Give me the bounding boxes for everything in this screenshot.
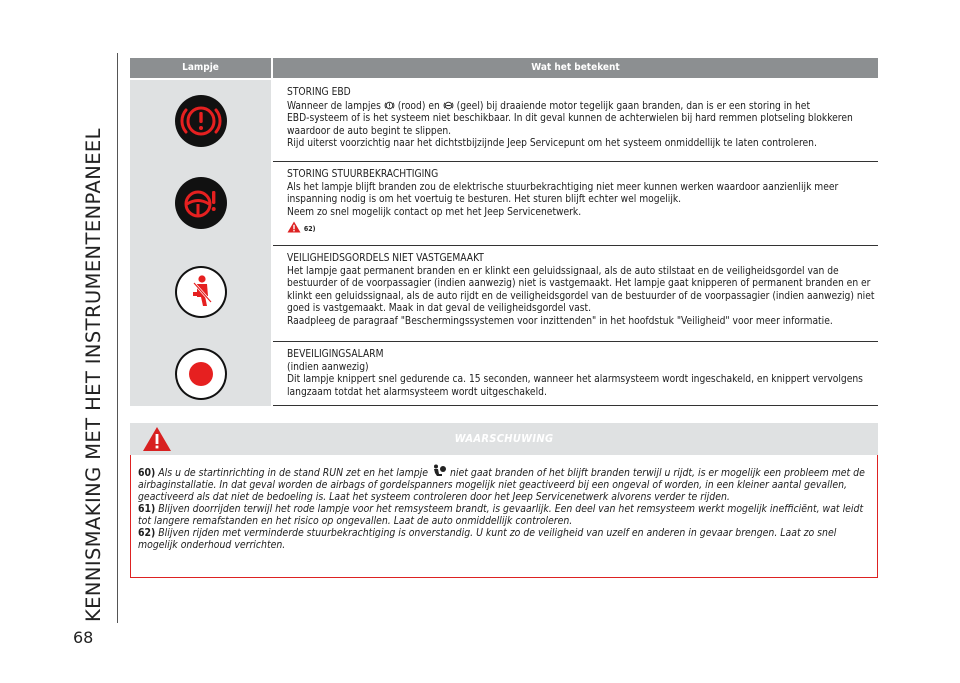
icon-cell: [130, 162, 271, 246]
text-cell: [273, 246, 878, 342]
row-title: VEILIGHEIDSGORDELS NIET VASTGEMAAKT: [287, 253, 484, 264]
table-row-ebd: [130, 80, 878, 162]
icon-cell: [130, 80, 271, 162]
row-title: BEVEILIGINGSALARM: [287, 349, 384, 360]
row-text: Dit lampje knippert snel gedurende ca. 15 seconden, wanneer het alarmsysteem wordt ingeschakeld, en knippert vervolgens langzaam totdat het alarmsysteem wordt uitgeschakeld.: [287, 374, 863, 398]
warning-text: Als u de startinrichting in de stand RUN zet en het lampje: [158, 467, 429, 479]
chapter-title: KENNISMAKING MET HET INSTRUMENTENPANEEL: [82, 128, 105, 622]
row-text: Neem zo snel mogelijk contact op met het Jeep Servicenetwerk.: [287, 206, 582, 218]
icon-cell: [130, 246, 271, 342]
seatbelt-icon: [175, 266, 227, 318]
row-text: (geel) bij draaiende motor tegelijk gaan branden, dan is er een storing in het: [456, 100, 811, 112]
row-title: STORING STUURBEKRACHTIGING: [287, 169, 439, 180]
row-text: Raadpleeg de paragraaf "Beschermingssystemen voor inzittenden" in het hoofdstuk "Veiligheid" voor meer informatie.: [287, 315, 833, 327]
warning-box: [130, 455, 878, 578]
airbag-icon: [431, 464, 447, 478]
row-text: Als het lampje blijft branden zou de elektrische stuurbekrachtiging niet meer kunnen werken waardoor aanzienlijk meer inspanning nodig is om het voertuig te besturen. Het sturen blijft echter wel mogelijk.: [287, 181, 839, 206]
alarm-led-icon: [175, 348, 227, 400]
row-divider: [273, 405, 878, 406]
table-row-seatbelt: [130, 246, 878, 342]
text-cell: [273, 80, 878, 162]
brake-warning-icon: [384, 100, 395, 111]
warning-text: niet gaat branden of het blijft branden terwijl u rijdt, is er mogelijk een probleem met de airbaginstallatie. In dat geval worden de airbags of gordelspanners mogelijk niet geactiveerd bij een ongeval of worden, in een kleiner aantal gevallen, geactiveerd als dat niet de bedoeling is. Laat het systeem controleren door het Jeep Servicenetwerk alvorens verder te rijden.: [138, 467, 865, 503]
row-text: EBD-systeem of is het systeem niet beschikbaar. In dit geval kunnen de achterwielen bij hard remmen plotseling blokkeren waardoor de auto begint te slippen.: [287, 113, 853, 137]
row-text: Het lampje gaat permanent branden en er klinkt een geluidssignaal, als de auto stilstaat en de veiligheidsgordel van de bestuurder of de voorpassagier (indien aanwezig) niet is vastgemaakt. Het lampje gaat knipperen of permanent branden en er klinkt een geluidssignaal, als de auto rijdt en de veiligheidsgordel van de bestuurder of de voorpassagier (indien aanwezig) niet goed is vastgemaakt. Maak in dat geval de veiligheidsgordel vast.: [287, 265, 875, 315]
brake-warning-icon: [175, 95, 227, 147]
warning-text: Blijven rijden met verminderde stuurbekrachtiging is onverstandig. U kunt zo de veiligheid van uzelf en anderen in gevaar brengen. Laat zo snel mogelijk onderhoud verrichten.: [138, 527, 837, 551]
warning-triangle-icon: [287, 221, 301, 233]
icon-cell: [130, 342, 271, 406]
abs-warning-icon: [443, 100, 454, 111]
text-cell: [273, 342, 878, 406]
row-text: (rood) en: [397, 100, 440, 112]
table-row-steering: [130, 162, 878, 246]
row-text: Wanneer de lampjes: [287, 100, 381, 112]
row-text: (indien aanwezig): [287, 361, 369, 373]
page-number: 68: [73, 628, 94, 647]
table-row-alarm: [130, 342, 878, 406]
note-number: 60): [138, 467, 156, 479]
column-header-meaning: Wat het betekent: [273, 58, 878, 78]
column-header-lamp: Lampje: [130, 58, 271, 78]
note-reference: 62): [303, 225, 316, 234]
steering-warning-icon: [175, 177, 227, 229]
warning-text: Blijven doorrijden terwijl het rode lampje voor het remsysteem brandt, is gevaarlijk. Een deel van het remsysteem werkt mogelijk inefficiënt, wat leidt tot langere remafstanden en het risico op ongevallen. Laat de auto onmiddellijk controleren.: [138, 503, 864, 527]
row-title: STORING EBD: [287, 87, 351, 98]
text-cell: [273, 162, 878, 246]
chapter-rule: [117, 53, 118, 623]
note-number: 62): [138, 527, 156, 539]
row-text: Rijd uiterst voorzichtig naar het dichtstbijzijnde Jeep Servicepunt om het systeem onmiddellijk te laten controleren.: [287, 138, 817, 150]
note-number: 61): [138, 503, 156, 515]
warning-title: WAARSCHUWING: [454, 432, 554, 445]
warning-header: [130, 423, 878, 455]
table-header: [130, 58, 878, 78]
